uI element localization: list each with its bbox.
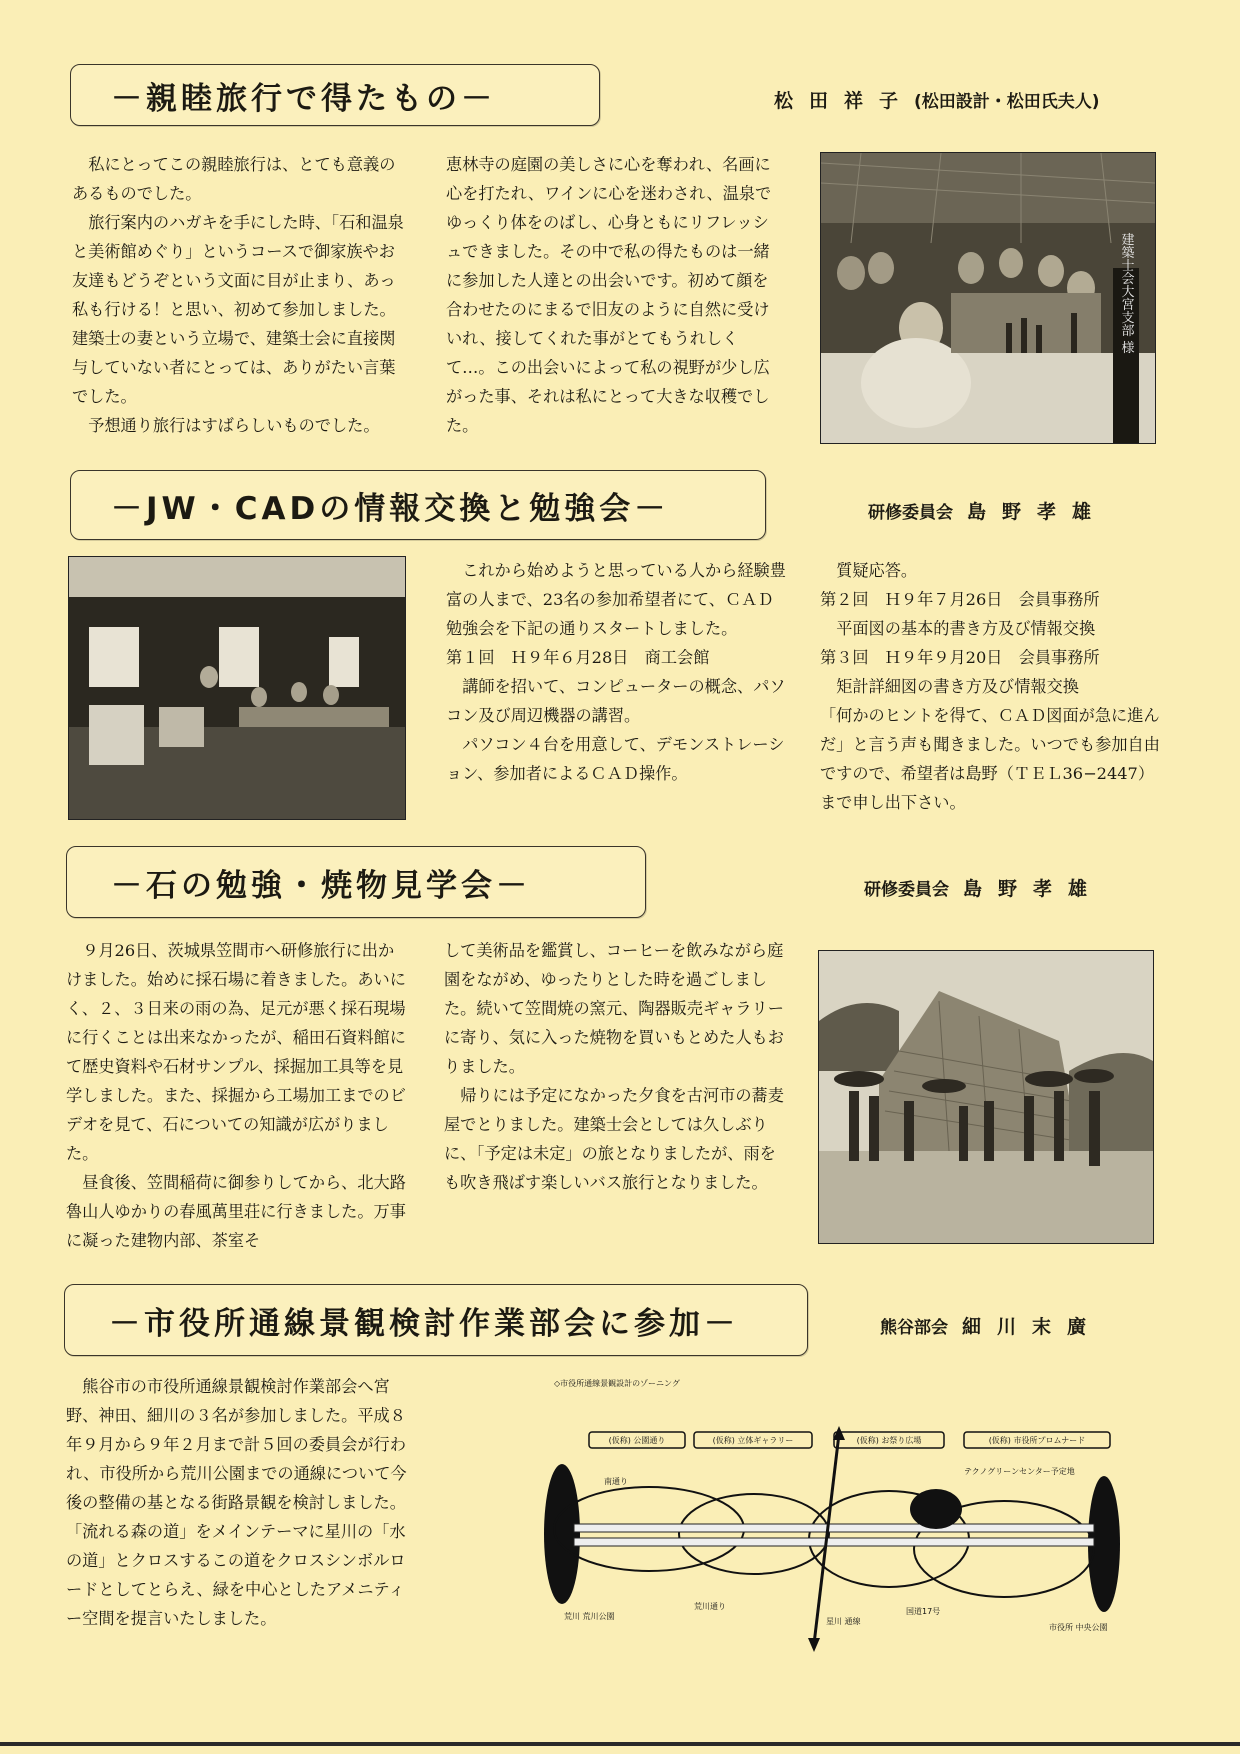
article3-role: 研修委員会	[864, 880, 949, 900]
article1-title: －親睦旅行で得たもの－	[111, 80, 496, 117]
map-label-hoshikawa: 星川 通線	[826, 1617, 861, 1626]
article3-col2-p1: して美術品を鑑賞し、コーヒーを飲みながら庭園をながめ、ゆったりとした時を過ごしました。続いて笠間焼の窯元、陶器販売ギャラリーに寄り、気に入った焼物を買いもとめた人もおりました。	[444, 941, 784, 1076]
zone-3-label: (仮称) お祭り広場	[856, 1436, 922, 1445]
article2-role: 研修委員会	[868, 503, 953, 523]
zone-2-label: (仮称) 立体ギャラリー	[712, 1436, 794, 1445]
article4-title: －市役所通線景観検討作業部会に参加－	[109, 1305, 739, 1342]
article4-col	[66, 1372, 410, 1633]
article3-col1-p1: ９月26日、茨城県笠間市へ研修旅行に出かけました。始めに採石場に着きました。あいにく、２、３日来の雨の為、足元が悪く採石現場に行くことは出来なかったが、稲田石資料館にて歴史資料や石材サンプル、採掘加工具等を見学しました。また、採掘から工場加工までのビデオを見て、石についての知識が広がりました。	[66, 941, 406, 1163]
article2-s2-head: 第２回 Ｈ９年７月26日 会員事務所	[820, 590, 1100, 609]
article3-col1-p2: 昼食後、笠間稲荷に御参りしてから、北大路魯山人ゆかりの春風萬里荘に行きました。万事に凝った建物内部、茶室そ	[66, 1173, 406, 1250]
zone-1-label: (仮称) 公園通り	[608, 1436, 666, 1445]
article1-col2-text: 恵林寺の庭園の美しさに心を奪われ、名画に心を打たれ、ワインに心を迷わされ、温泉でゆっくり体をのばし、心身ともにリフレッシュできました。その中で私の得たものは一緒に参加した人達との出会いです。初めて顔を合わせたのにまるで旧友のように自然に受けいれ、接してくれた事がとてもうれしくて…。この出会いによって私の視野が少し広がった事、それは私にとって大きな収穫でした。	[446, 155, 772, 435]
article1-col1-p3: 予想通り旅行はすばらしいものでした。	[88, 416, 380, 435]
article1-banner-text: 建築士会大宮支部 様	[1118, 232, 1134, 354]
article4-zoning-map	[534, 1374, 1124, 1664]
article3-byline	[864, 874, 1103, 901]
map-label-minami-st: 南通り	[604, 1477, 628, 1486]
article4-body: 熊谷市の市役所通線景観検討作業部会へ宮野、神田、細川の３名が参加しました。平成８年９月から９年２月まで計５回の委員会が行われ、市役所から荒川公園までの通線について今後の整備の基となる街路景観を検討しました。「流れる森の道」をメインテーマに星川の「水の道」とクロスするこの道をクロスシンボルロードとしてとらえ、緑を中心としたアメニティー空間を提言いたしました。	[66, 1377, 407, 1628]
classroom-scene	[69, 557, 405, 819]
article2-s3-head: 第３回 Ｈ９年９月20日 会員事務所	[820, 648, 1100, 667]
zone-4-label: (仮称) 市役所プロムナード	[988, 1436, 1086, 1445]
article2-s1-head: 第１回 Ｈ９年６月28日 商工会館	[446, 648, 710, 667]
article1-affiliation: (松田設計・松田氏夫人)	[914, 92, 1100, 112]
map-label-arakawa-st: 荒川通り	[694, 1602, 726, 1611]
article1-author: 松田祥子	[774, 90, 915, 112]
map-label-center: テクノグリーンセンター予定地	[964, 1467, 1075, 1476]
article1-photo-banquet	[820, 152, 1156, 444]
article1-col2	[446, 150, 784, 440]
article4-byline	[880, 1312, 1102, 1339]
article1-col1	[72, 150, 408, 440]
page-bottom-border	[0, 1742, 1240, 1746]
article2-photo-classroom	[68, 556, 406, 820]
article1-col1-p2: 旅行案内のハガキを手にした時、「石和温泉と美術館めぐり」というコースで御家族やお友達もどうぞという文面に目が止まり、あっ私も行ける！と思い、初めて参加しました。建築士の妻という立場で、建築士会に直接関与していない者にとっては、ありがたい言葉でした。	[72, 213, 404, 406]
article3-title: －石の勉強・焼物見学会－	[111, 867, 531, 904]
article2-title-box	[70, 470, 766, 540]
article3-col2	[444, 936, 788, 1197]
article4-title-box	[64, 1284, 808, 1356]
article3-photo-museum	[818, 950, 1154, 1244]
zoning-diagram	[534, 1374, 1124, 1664]
banquet-scene	[821, 153, 1155, 443]
article2-intro: これから始めようと思っている人から経験豊富の人まで、23名の参加希望者にて、ＣＡＤ勉強会を下記の通りスタートしました。	[446, 561, 786, 638]
article2-s3-body: 矩計詳細図の書き方及び情報交換	[836, 677, 1079, 696]
article2-byline	[868, 497, 1107, 524]
map-label-left-park: 荒川 荒川公園	[564, 1612, 615, 1621]
article2-title: －JW・CADの情報交換と勉強会－	[111, 490, 670, 527]
article2-s1-a: 講師を招いて、コンピューターの概念、パソコン及び周辺機器の講習。	[446, 677, 786, 725]
museum-scene	[819, 951, 1153, 1243]
map-title: ◇市役所通線景観設計のゾーニング	[554, 1379, 680, 1388]
article2-s1-b: パソコン４台を用意して、デモンストレーション、参加者によるＣＡＤ操作。	[446, 735, 785, 783]
article4-author: 細川末廣	[962, 1316, 1103, 1338]
article3-author: 島野孝雄	[963, 878, 1104, 900]
article3-col2-p2: 帰りには予定になかった夕食を古河市の蕎麦屋でとりました。建築士会としては久しぶりに、「予定は未定」の旅となりましたが、雨をも吹き飛ばす楽しいバス旅行となりました。	[444, 1086, 784, 1192]
article2-closing: 「何かのヒントを得て、ＣＡＤ図面が急に進んだ」と言う声も聞きました。いつでも参加自由ですので、希望者は島野（ＴＥＬ36−2447）まで申し出下さい。	[820, 706, 1160, 812]
article1-byline	[760, 86, 1100, 113]
article1-col1-p1: 私にとってこの親睦旅行は、とても意義のあるものでした。	[72, 155, 396, 203]
article3-title-box	[66, 846, 646, 918]
article2-s2-body: 平面図の基本的書き方及び情報交換	[836, 619, 1096, 638]
article4-role: 熊谷部会	[880, 1318, 948, 1338]
article1-title-box	[70, 64, 600, 126]
article3-col1	[66, 936, 410, 1255]
article2-author: 島野孝雄	[967, 501, 1108, 523]
article2-col-mid	[446, 556, 788, 788]
article2-s1-c: 質疑応答。	[836, 561, 918, 580]
article2-col-right	[820, 556, 1160, 817]
map-label-right-park: 市役所 中央公園	[1049, 1623, 1108, 1632]
map-label-kokudo: 国道17号	[906, 1607, 941, 1616]
